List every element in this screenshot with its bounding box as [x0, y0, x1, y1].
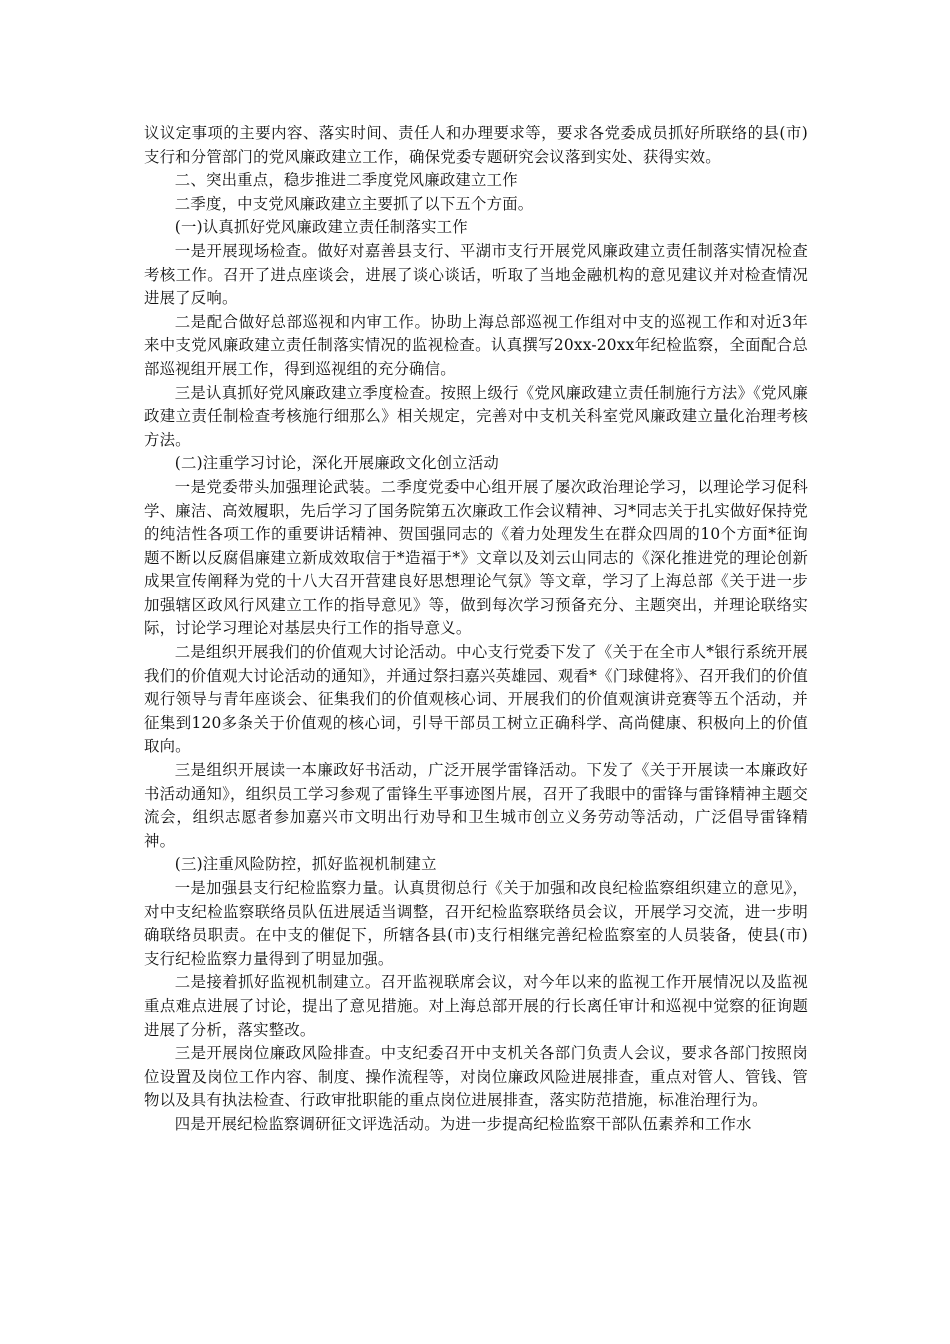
subsection-heading-2: (二)注重学习讨论，深化开展廉政文化创立活动 [174, 454, 500, 473]
paragraph: 三是组织开展读一本廉政好书活动，广泛开展学雷锋活动。下发了《关于开展读一本廉政好书活动通知》，组织员工学习参观了雷锋生平事迹图片展，召开了我眼中的雷锋与雷锋精神主题交流会，组织志愿者参加嘉兴市文明出行劝导和卫生城市创立义务劳动等活动，广泛倡导雷锋精神。 [144, 761, 808, 850]
subsection-heading-3: (三)注重风险防控，抓好监视机制建立 [174, 855, 437, 874]
paragraph: 一是开展现场检查。做好对嘉善县支行、平湖市支行开展党风廉政建立责任制落实情况检查考核工作。召开了进点座谈会，进展了谈心谈话，听取了当地金融机构的意见建议并对检查情况进展了反响。 [144, 241, 808, 308]
section-heading-2: 二、突出重点，稳步推进二季度党风廉政建立工作 [174, 171, 518, 190]
paragraph: 四是开展纪检监察调研征文评选活动。为进一步提高纪检监察干部队伍素养和工作水 [174, 1114, 752, 1133]
paragraph-continuation: 议议定事项的主要内容、落实时间、责任人和办理要求等，要求各党委成员抓好所联络的县(市)支行和分管部门的党风廉政建立工作，确保党委专题研究会议落到实处、获得实效。 [144, 124, 808, 166]
document-page [144, 122, 808, 1137]
paragraph: 一是加强县支行纪检监察力量。认真贯彻总行《关于加强和改良纪检监察组织建立的意见》，对中支纪检监察联络员队伍进展适当调整，召开纪检监察联络员会议，开展学习交流，进一步明确联络员职责。在中支的催促下，所辖各县(市)支行相继完善纪检监察室的人员装备，使县(市)支行纪检监察力量得到了明显加强。 [144, 879, 808, 968]
paragraph: 二是配合做好总部巡视和内审工作。协助上海总部巡视工作组对中支的巡视工作和对近3年来中支党风廉政建立责任制落实情况的监视检查。认真撰写20xx-20xx年纪检监察，全面配合总部巡视组开展工作，得到巡视组的充分确信。 [144, 312, 808, 378]
paragraph: 三是开展岗位廉政风险排查。中支纪委召开中支机关各部门负责人会议，要求各部门按照岗位设置及岗位工作内容、制度、操作流程等，对岗位廉政风险进展排查，重点对管人、管钱、管物以及具有执法检查、行政审批职能的重点岗位进展排查，落实防范措施，标准治理行为。 [144, 1044, 808, 1110]
paragraph: 二季度，中支党风廉政建立主要抓了以下五个方面。 [174, 194, 534, 213]
paragraph: 二是组织开展我们的价值观大讨论活动。中心支行党委下发了《关于在全市人*银行系统开展我们的价值观大讨论活动的通知》，并通过祭扫嘉兴英雄园、观看*《门球健将》、召开我们的价值观行领导与青年座谈会、征集我们的价值观核心词、开展我们的价值观演讲竞赛等五个活动，并征集到120多条关于价值观的核心词，引导干部员工树立正确科学、高尚健康、积极向上的价值取向。 [144, 643, 808, 756]
paragraph: 三是认真抓好党风廉政建立季度检查。按照上级行《党风廉政建立责任制施行方法》《党风廉政建立责任制检查考核施行细那么》相关规定，完善对中支机关科室党风廉政建立量化治理考核方法。 [144, 383, 808, 449]
paragraph: 一是党委带头加强理论武装。二季度党委中心组开展了屡次政治理论学习，以理论学习促科学、廉洁、高效履职，先后学习了国务院第五次廉政工作会议精神、习*同志关于扎实做好保持党的纯洁性各项工作的重要讲话精神、贺国强同志的《着力处理发生在群众四周的10个方面*征询题不断以反腐倡廉建立新成效取信于*造福于*》文章以及刘云山同志的《深化推进党的理论创新成果宣传阐释为党的十八大召开营建良好思想理论气氛》等文章，学习了上海总部《关于进一步加强辖区政风行风建立工作的指导意见》等，做到每次学习预备充分、主题突出，并理论联络实际，讨论学习理论对基层央行工作的指导意义。 [144, 477, 808, 638]
paragraph: 二是接着抓好监视机制建立。召开监视联席会议，对今年以来的监视工作开展情况以及监视重点难点进展了讨论，提出了意见措施。对上海总部开展的行长离任审计和巡视中觉察的征询题进展了分析，落实整改。 [144, 973, 808, 1039]
subsection-heading-1: (一)认真抓好党风廉政建立责任制落实工作 [174, 218, 468, 237]
